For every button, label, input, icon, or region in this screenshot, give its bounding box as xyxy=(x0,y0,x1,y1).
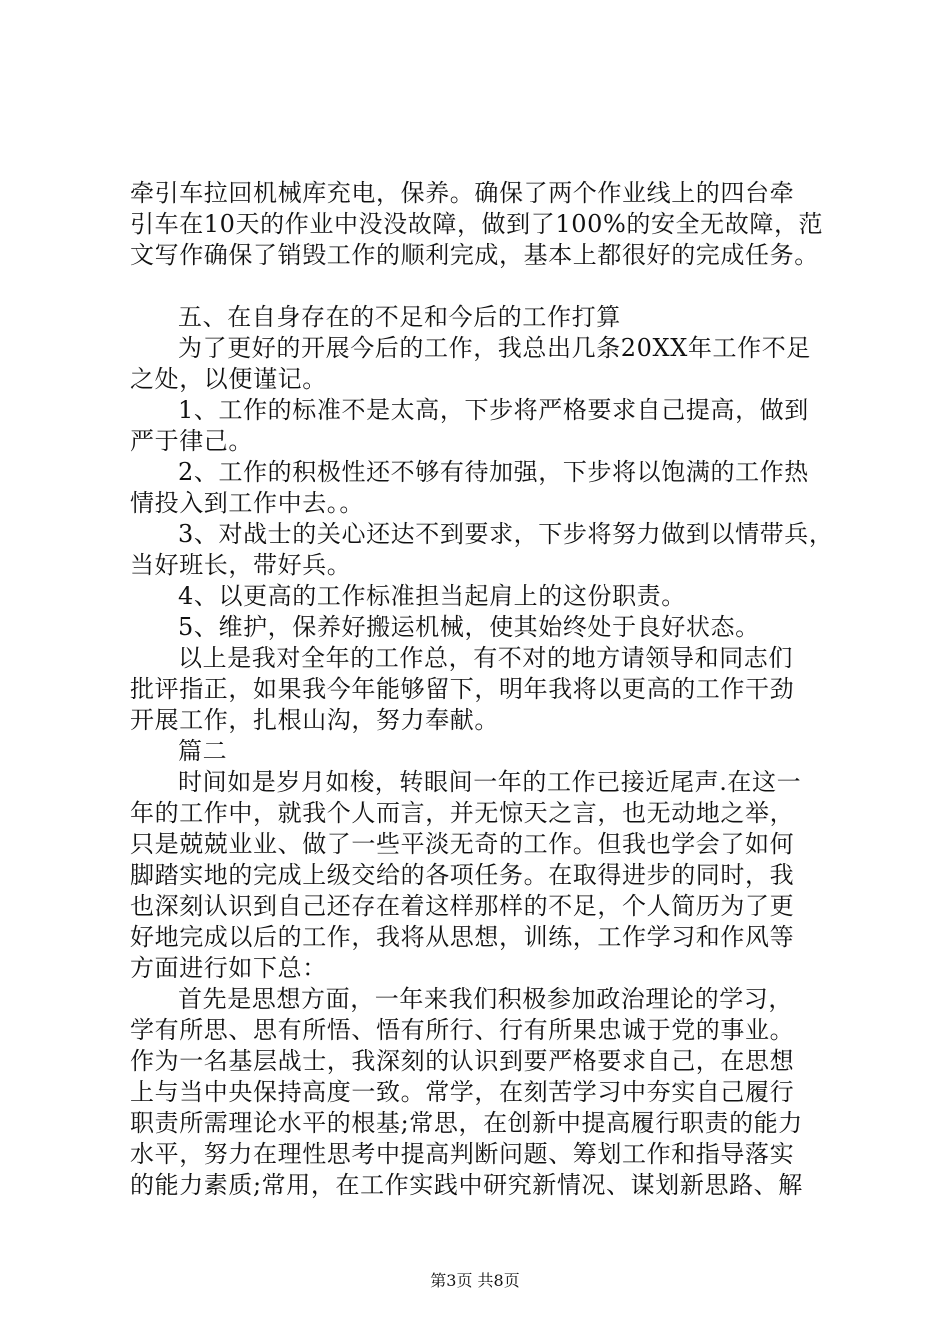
text-line: 水平，努力在理性思考中提高判断问题、筹划工作和指导落实 xyxy=(130,1140,795,1168)
text-line: 严于律己。 xyxy=(130,427,253,455)
text-line: 为了更好的开展今后的工作，我总出几条20XX年工作不足 xyxy=(178,334,811,362)
list-item: 3、对战士的关心还达不到要求，下步将努力做到以情带兵， xyxy=(178,520,834,548)
text-line: 当好班长，带好兵。 xyxy=(130,551,352,579)
text-line: 文写作确保了销毁工作的顺利完成，基本上都很好的完成任务。 xyxy=(130,241,819,269)
text-line: 方面进行如下总： xyxy=(130,954,327,982)
page-footer xyxy=(0,1271,950,1291)
text-line: 年的工作中，就我个人而言，并无惊天之言，也无动地之举， xyxy=(130,799,795,827)
text-line: 开展工作，扎根山沟，努力奉献。 xyxy=(130,706,499,734)
section-heading: 篇二 xyxy=(178,737,228,765)
text-line: 牵引车拉回机械库充电，保养。确保了两个作业线上的四台牵 xyxy=(130,179,795,207)
list-item: 5、维护，保养好搬运机械，使其始终处于良好状态。 xyxy=(178,613,760,641)
text-line: 情投入到工作中去。。 xyxy=(130,489,364,517)
text-line: 只是兢兢业业、做了一些平淡无奇的工作。但我也学会了如何 xyxy=(130,830,795,858)
page-number: 第3页 共8页 xyxy=(430,1271,520,1290)
text-line: 好地完成以后的工作，我将从思想，训练，工作学习和作风等 xyxy=(130,923,795,951)
document-body xyxy=(130,178,842,1201)
text-line: 上与当中央保持高度一致。常学，在刻苦学习中夯实自己履行 xyxy=(130,1078,795,1106)
text-line: 首先是思想方面，一年来我们积极参加政治理论的学习， xyxy=(178,985,793,1013)
text-line: 批评指正，如果我今年能够留下，明年我将以更高的工作干劲 xyxy=(130,675,795,703)
list-item: 1、工作的标准不是太高，下步将严格要求自己提高，做到 xyxy=(178,396,809,424)
text-line: 以上是我对全年的工作总，有不对的地方请领导和同志们 xyxy=(178,644,793,672)
text-line: 之处，以便谨记。 xyxy=(130,365,327,393)
text-line: 时间如是岁月如梭，转眼间一年的工作已接近尾声.在这一 xyxy=(178,768,802,796)
text-line: 职责所需理论水平的根基;常思，在创新中提高履行职责的能力 xyxy=(130,1109,803,1137)
list-item: 4、以更高的工作标准担当起肩上的这份职责。 xyxy=(178,582,686,610)
text-line: 学有所思、思有所悟、悟有所行、行有所果忠诚于党的事业。 xyxy=(130,1016,795,1044)
text-line: 也深刻认识到自己还存在着这样那样的不足，个人简历为了更 xyxy=(130,892,795,920)
text-line: 引车在10天的作业中没没故障，做到了100%的安全无故障，范 xyxy=(130,210,824,238)
section-heading: 五、在自身存在的不足和今后的工作打算 xyxy=(178,303,621,331)
text-line: 脚踏实地的完成上级交给的各项任务。在取得进步的同时，我 xyxy=(130,861,795,889)
text-line: 的能力素质;常用，在工作实践中研究新情况、谋划新思路、解 xyxy=(130,1171,803,1199)
text-line: 作为一名基层战士，我深刻的认识到要严格要求自己，在思想 xyxy=(130,1047,795,1075)
list-item: 2、工作的积极性还不够有待加强，下步将以饱满的工作热 xyxy=(178,458,809,486)
blank-line xyxy=(130,271,842,302)
